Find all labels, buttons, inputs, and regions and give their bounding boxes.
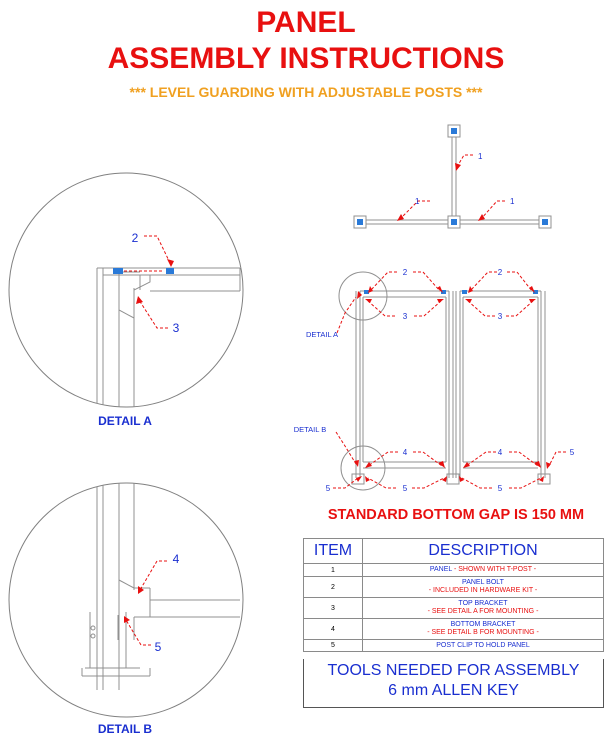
- item-number: 2: [304, 577, 363, 598]
- tools-box: [303, 659, 604, 708]
- item-number: 3: [304, 598, 363, 619]
- table-row: [304, 619, 604, 640]
- top-callout-1b: 1: [415, 197, 420, 206]
- table-row: [304, 598, 604, 619]
- table-row: [304, 564, 604, 577]
- header-description: DESCRIPTION: [363, 539, 604, 564]
- tools-heading: TOOLS NEEDED FOR ASSEMBLY: [327, 662, 580, 679]
- bottom-gap-note: STANDARD BOTTOM GAP IS 150 MM: [327, 507, 585, 523]
- item-description: PANEL - SHOWN WITH T-POST -: [363, 564, 604, 577]
- front-callout-2a: 2: [402, 268, 408, 277]
- top-callout-1c: 1: [510, 197, 515, 206]
- tools-allen-key: 6 mm ALLEN KEY: [388, 682, 519, 699]
- title-assembly-instructions: ASSEMBLY INSTRUCTIONS: [107, 42, 505, 75]
- subtitle: *** LEVEL GUARDING WITH ADJUSTABLE POSTS ***: [129, 84, 483, 100]
- front-callout-5b: 5: [325, 484, 331, 493]
- parts-table: [303, 538, 604, 652]
- item-description: POST CLIP TO HOLD PANEL: [363, 640, 604, 652]
- detail-b-drawing: [9, 480, 243, 717]
- item-number: 5: [304, 640, 363, 652]
- detail-a-drawing: [9, 173, 243, 420]
- parts-table-header: [304, 539, 604, 564]
- item-description: PANEL BOLT - INCLUDED IN HARDWARE KIT -: [363, 577, 604, 598]
- detail-a-callout-2: 2: [131, 231, 139, 245]
- front-callout-5d: 5: [497, 484, 503, 493]
- item-description: TOP BRACKET - SEE DETAIL A FOR MOUNTING -: [363, 598, 604, 619]
- front-view-drawing: [339, 272, 550, 490]
- detail-b-callout-4: 4: [172, 552, 180, 566]
- front-callout-4a: 4: [402, 448, 408, 457]
- detail-b-label: DETAIL B: [97, 722, 153, 736]
- front-callout-2b: 2: [497, 268, 503, 277]
- front-callout-3a: 3: [402, 312, 408, 321]
- table-row: [304, 577, 604, 598]
- header-item: ITEM: [304, 539, 363, 564]
- detail-b-callout-5: 5: [154, 640, 162, 654]
- front-callout-3b: 3: [497, 312, 503, 321]
- front-callout-5a: 5: [569, 448, 575, 457]
- top-callout-1a: 1: [478, 152, 483, 161]
- detail-a-label: DETAIL A: [98, 414, 152, 428]
- front-callout-5c: 5: [402, 484, 408, 493]
- front-callout-4b: 4: [497, 448, 503, 457]
- item-description: BOTTOM BRACKET - SEE DETAIL B FOR MOUNTING -: [363, 619, 604, 640]
- title-panel: PANEL: [256, 6, 356, 39]
- item-number: 1: [304, 564, 363, 577]
- item-number: 4: [304, 619, 363, 640]
- table-row: [304, 640, 604, 652]
- detail-a-callout-3: 3: [172, 321, 180, 335]
- top-view-drawing: [354, 125, 551, 228]
- front-detail-a-ref: DETAIL A: [305, 330, 339, 339]
- front-detail-b-ref: DETAIL B: [293, 425, 327, 434]
